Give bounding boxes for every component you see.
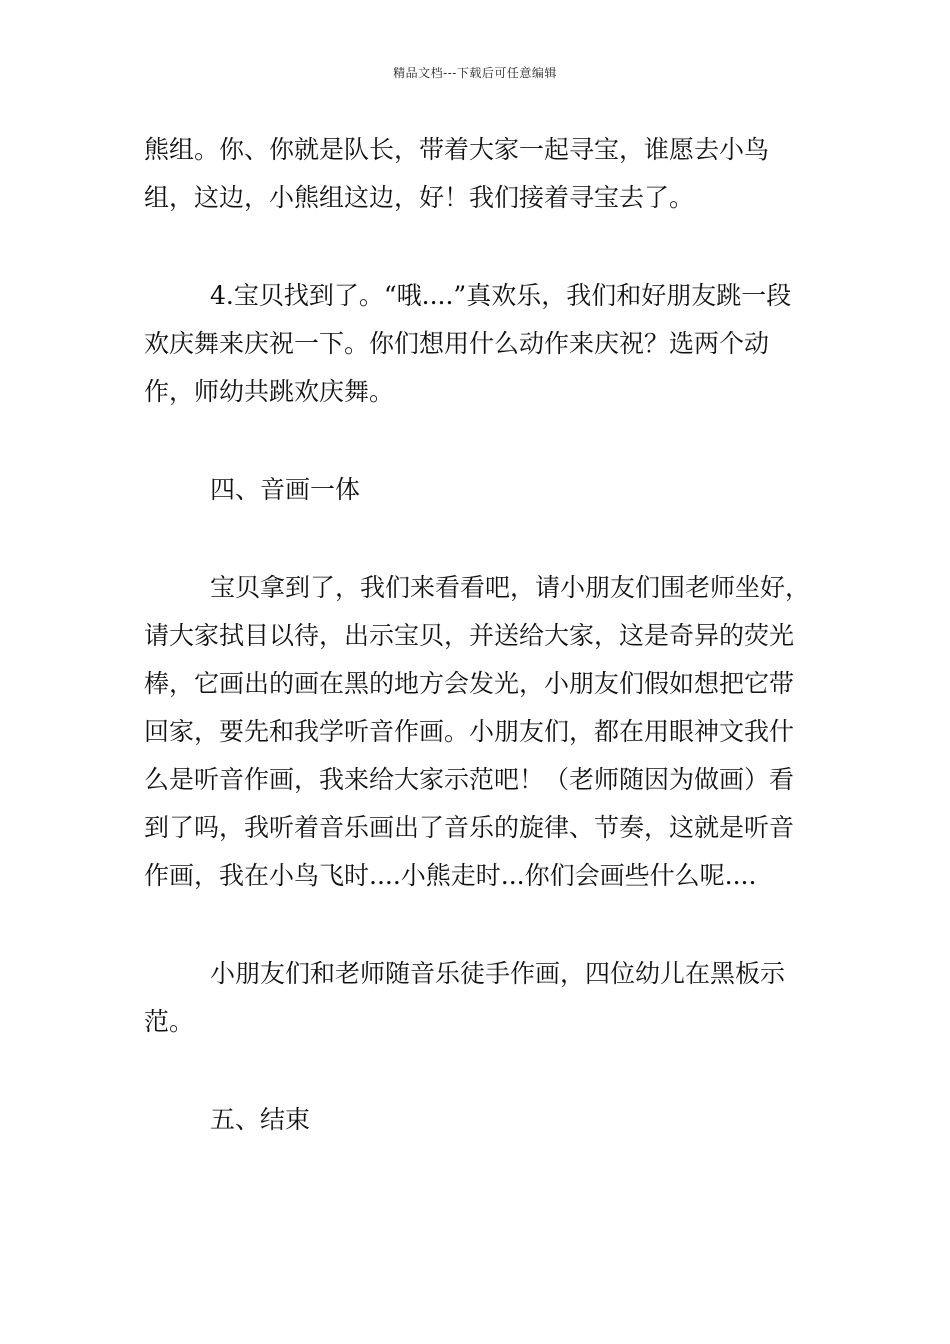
section-heading-five: 五、结束 (210, 1105, 311, 1134)
page-header: 精品文档---下载后可任意编辑 (393, 66, 557, 80)
paragraph-demonstration: 小朋友们和老师随音乐徒手作画，四位幼儿在黑板示范。 (144, 959, 786, 1036)
paragraph-treasure-found: 4.宝贝找到了。“哦....”真欢乐，我们和好朋友跳一段欢庆舞来庆祝一下。你们想用什么动作来庆祝？选两个动作，师幼共跳欢庆舞。 (144, 281, 792, 406)
section-heading-four: 四、音画一体 (210, 475, 361, 504)
document-body (144, 126, 814, 1144)
paragraph-listen-and-draw: 宝贝拿到了，我们来看看吧，请小朋友们围老师坐好，请大家拭目以待，出示宝贝，并送给大家，这是奇异的荧光棒，它画出的画在黑的地方会发光，小朋友们假如想把它带回家，要先和我学听音作画。小朋友们，都在用眼神文我什么是听音作画，我来给大家示范吧！（老师随因为做画）看到了吗，我听着音乐画出了音乐的旋律、节奏，这就是听音作画，我在小鸟飞时....小熊走时...你们会画些什么呢.... (144, 573, 811, 890)
paragraph-continued: 熊组。你、你就是队长，带着大家一起寻宝，谁愿去小鸟组，这边，小熊组这边，好！我们接着寻宝去了。 (144, 135, 770, 212)
